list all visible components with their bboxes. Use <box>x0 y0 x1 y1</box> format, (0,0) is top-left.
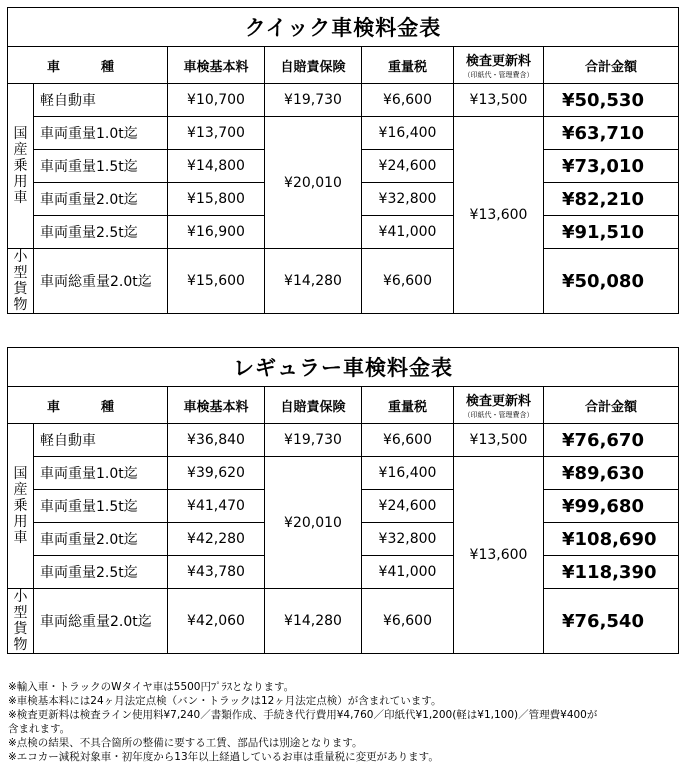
group-cargo: 小 型 貨 物 <box>8 589 34 654</box>
row-name: 車両重量1.0t迄 <box>34 457 168 490</box>
row-tax: ¥6,600 <box>362 84 454 117</box>
row-insurance: ¥19,730 <box>265 424 362 457</box>
row-tax: ¥6,600 <box>362 424 454 457</box>
row-base: ¥13,700 <box>168 117 265 150</box>
header-base: 車検基本料 <box>168 47 265 84</box>
header-total: 合計金額 <box>544 47 679 84</box>
row-tax: ¥24,600 <box>362 490 454 523</box>
row-tax: ¥41,000 <box>362 556 454 589</box>
row-total: ¥63,710 <box>544 117 679 150</box>
row-base: ¥41,470 <box>168 490 265 523</box>
shared-renewal: ¥13,600 <box>454 457 544 654</box>
row-name: 車両重量2.0t迄 <box>34 523 168 556</box>
group-cargo: 小 型 貨 物 <box>8 249 34 314</box>
row-name: 車両重量1.5t迄 <box>34 150 168 183</box>
row-tax: ¥41,000 <box>362 216 454 249</box>
row-insurance: ¥14,280 <box>265 249 362 314</box>
row-renewal: ¥13,500 <box>454 424 544 457</box>
row-total: ¥99,680 <box>544 490 679 523</box>
group-passenger: 国 産 乗 用 車 <box>8 84 34 249</box>
row-total: ¥82,210 <box>544 183 679 216</box>
row-total: ¥50,530 <box>544 84 679 117</box>
footnotes <box>8 680 680 764</box>
table-title: レギュラー車検料金表 <box>8 348 679 387</box>
row-name: 車両総重量2.0t迄 <box>34 589 168 654</box>
row-name: 車両重量1.0t迄 <box>34 117 168 150</box>
header-total: 合計金額 <box>544 387 679 424</box>
row-base: ¥15,800 <box>168 183 265 216</box>
row-tax: ¥6,600 <box>362 589 454 654</box>
row-tax: ¥16,400 <box>362 457 454 490</box>
row-total: ¥89,630 <box>544 457 679 490</box>
header-insurance: 自賠責保険 <box>265 47 362 84</box>
row-total: ¥76,540 <box>544 589 679 654</box>
row-base: ¥16,900 <box>168 216 265 249</box>
footnote: 含まれます。 <box>8 723 71 735</box>
row-base: ¥39,620 <box>168 457 265 490</box>
row-total: ¥73,010 <box>544 150 679 183</box>
row-insurance: ¥14,280 <box>265 589 362 654</box>
row-total: ¥50,080 <box>544 249 679 314</box>
row-total: ¥76,670 <box>544 424 679 457</box>
row-tax: ¥32,800 <box>362 523 454 556</box>
shared-insurance: ¥20,010 <box>265 457 362 589</box>
header-insurance: 自賠責保険 <box>265 387 362 424</box>
row-insurance: ¥19,730 <box>265 84 362 117</box>
row-total: ¥118,390 <box>544 556 679 589</box>
row-base: ¥42,060 <box>168 589 265 654</box>
row-base: ¥36,840 <box>168 424 265 457</box>
row-base: ¥43,780 <box>168 556 265 589</box>
header-base: 車検基本料 <box>168 387 265 424</box>
row-base: ¥42,280 <box>168 523 265 556</box>
header-renewal: 検査更新料 （印紙代・管理費含） <box>454 47 544 84</box>
row-tax: ¥24,600 <box>362 150 454 183</box>
row-tax: ¥6,600 <box>362 249 454 314</box>
footnote: ※エコカー減税対象車・初年度から13年以上経過しているお車は重量税に変更があります。 <box>8 751 439 763</box>
table-title: クイック車検料金表 <box>8 8 679 47</box>
row-name: 軽自動車 <box>34 84 168 117</box>
regular-price-table <box>7 347 679 654</box>
row-base: ¥10,700 <box>168 84 265 117</box>
row-tax: ¥32,800 <box>362 183 454 216</box>
row-renewal: ¥13,500 <box>454 84 544 117</box>
group-passenger: 国 産 乗 用 車 <box>8 424 34 589</box>
footnote: ※点検の結果、不具合箇所の整備に要する工賃、部品代は別途となります。 <box>8 737 363 749</box>
row-tax: ¥16,400 <box>362 117 454 150</box>
row-name: 軽自動車 <box>34 424 168 457</box>
row-base: ¥15,600 <box>168 249 265 314</box>
row-total: ¥108,690 <box>544 523 679 556</box>
footnote: ※輸入車・トラックのWタイヤ車は5500円ﾌﾟﾗｽとなります。 <box>8 681 295 693</box>
row-name: 車両重量1.5t迄 <box>34 490 168 523</box>
quick-price-table <box>7 7 679 314</box>
row-base: ¥14,800 <box>168 150 265 183</box>
footnote: ※車検基本料には24ヶ月法定点検（バン・トラックは12ヶ月法定点検）が含まれています。 <box>8 695 442 707</box>
header-tax: 重量税 <box>362 47 454 84</box>
header-tax: 重量税 <box>362 387 454 424</box>
shared-renewal: ¥13,600 <box>454 117 544 314</box>
row-name: 車両重量2.5t迄 <box>34 216 168 249</box>
header-renewal: 検査更新料 （印紙代・管理費含） <box>454 387 544 424</box>
shared-insurance: ¥20,010 <box>265 117 362 249</box>
row-name: 車両総重量2.0t迄 <box>34 249 168 314</box>
row-total: ¥91,510 <box>544 216 679 249</box>
header-category: 車 種 <box>8 47 168 84</box>
row-name: 車両重量2.0t迄 <box>34 183 168 216</box>
row-name: 車両重量2.5t迄 <box>34 556 168 589</box>
footnote: ※検査更新料は検査ライン使用料¥7,240／書類作成、手続き代行費用¥4,760／印紙代¥1,200(軽は¥1,100)／管理費¥400が <box>8 709 598 721</box>
header-category: 車 種 <box>8 387 168 424</box>
